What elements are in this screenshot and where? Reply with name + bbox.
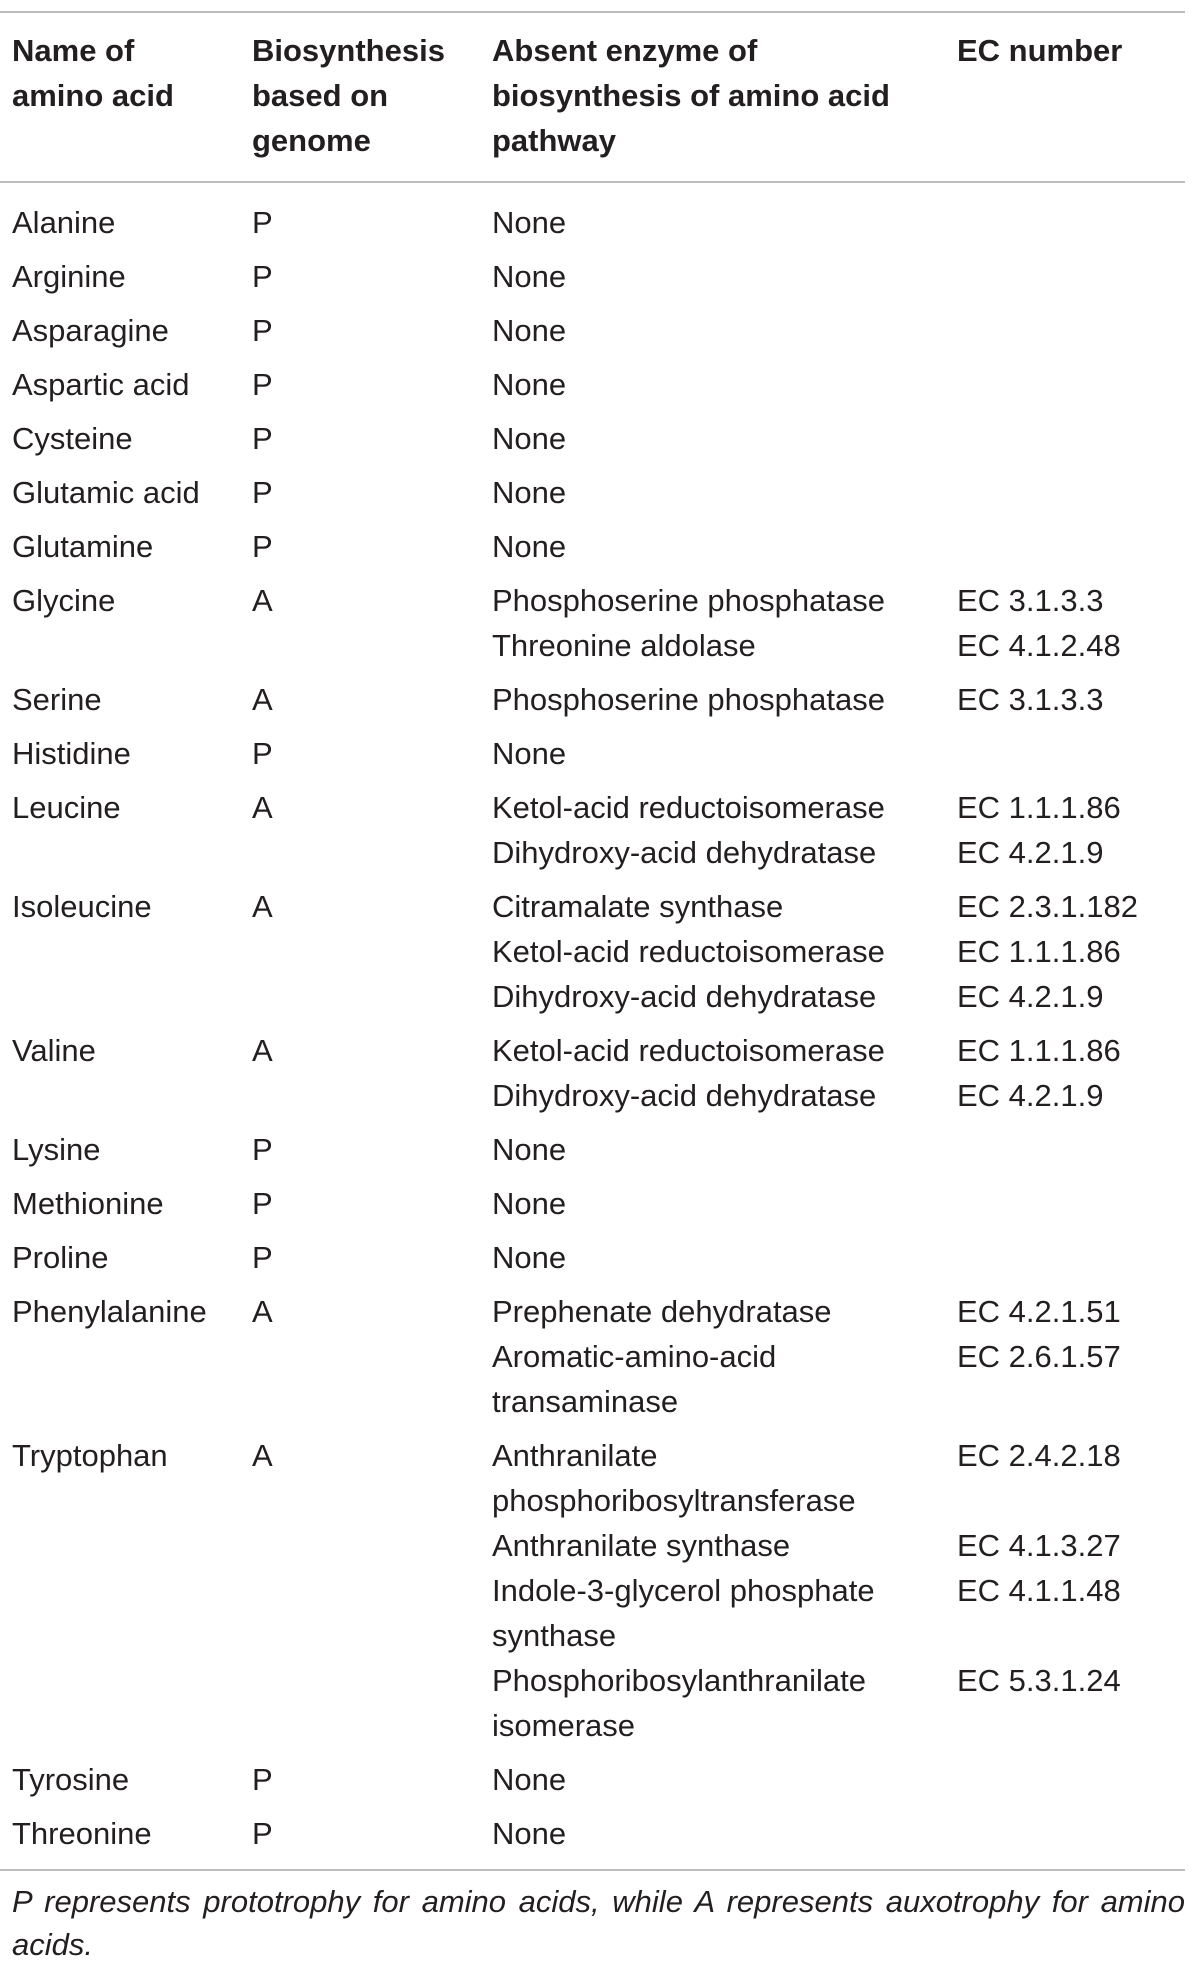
- enzyme-line: Phosphoserine phosphatase: [492, 682, 885, 717]
- cell-biosynthesis: A: [252, 790, 273, 825]
- cell-amino-acid: Valine: [12, 1033, 96, 1068]
- cell-amino-acid: Leucine: [12, 790, 121, 825]
- cell-biosynthesis: P: [252, 475, 273, 510]
- cell-absent-enzyme: [480, 470, 945, 524]
- cell-absent-enzyme: [480, 785, 945, 884]
- cell-amino-acid: Lysine: [12, 1132, 101, 1167]
- enzyme-line: Dihydroxy-acid dehydratase: [492, 979, 877, 1014]
- cell-amino-acid: Alanine: [12, 205, 116, 240]
- enzyme-line: None: [492, 1186, 567, 1221]
- header-biosynthesis: Biosynthesis based on genome: [252, 33, 445, 158]
- cell-ec-number: [945, 254, 1185, 308]
- cell-amino-acid: Phenylalanine: [12, 1294, 207, 1329]
- cell-absent-enzyme: [480, 362, 945, 416]
- enzyme-line: Phosphoserine phosphatase: [492, 583, 885, 618]
- cell-absent-enzyme: [480, 1811, 945, 1865]
- cell-biosynthesis: A: [252, 1438, 273, 1473]
- enzyme-line: Ketol-acid reductoisomerase: [492, 790, 885, 825]
- enzyme-line: Citramalate synthase: [492, 889, 784, 924]
- cell-biosynthesis: P: [252, 529, 273, 564]
- cell-ec-number: [945, 1811, 1185, 1865]
- cell-amino-acid: Glutamic acid: [12, 475, 200, 510]
- cell-absent-enzyme: [480, 677, 945, 731]
- ec-line: EC 1.1.1.86: [957, 934, 1121, 969]
- cell-absent-enzyme: [480, 884, 945, 1028]
- cell-biosynthesis: A: [252, 583, 273, 618]
- table-row: [0, 785, 1185, 884]
- ec-line: EC 2.6.1.57: [957, 1339, 1121, 1374]
- cell-biosynthesis: P: [252, 736, 273, 771]
- enzyme-line: Dihydroxy-acid dehydratase: [492, 835, 877, 870]
- table-row: [0, 1757, 1185, 1811]
- enzyme-line: Indole-3-glycerol phosphate: [492, 1573, 875, 1608]
- enzyme-line: None: [492, 313, 567, 348]
- cell-ec-number: [945, 731, 1185, 785]
- cell-ec-number: [945, 524, 1185, 578]
- cell-amino-acid: Aspartic acid: [12, 367, 190, 402]
- cell-absent-enzyme: [480, 731, 945, 785]
- enzyme-line: None: [492, 1240, 567, 1275]
- cell-absent-enzyme: [480, 1757, 945, 1811]
- enzyme-line: None: [492, 1762, 567, 1797]
- cell-amino-acid: Isoleucine: [12, 889, 152, 924]
- table-row: [0, 308, 1185, 362]
- cell-amino-acid: Cysteine: [12, 421, 133, 456]
- enzyme-line: transaminase: [492, 1384, 679, 1419]
- ec-line: EC 4.2.1.9: [957, 1078, 1104, 1113]
- enzyme-line: None: [492, 1132, 567, 1167]
- table-row: [0, 1127, 1185, 1181]
- table-row: [0, 254, 1185, 308]
- cell-amino-acid: Methionine: [12, 1186, 164, 1221]
- cell-ec-number: [945, 308, 1185, 362]
- enzyme-line: Ketol-acid reductoisomerase: [492, 934, 885, 969]
- table-header: [0, 28, 1185, 163]
- table-row: [0, 578, 1185, 677]
- ec-line: [957, 1478, 1185, 1523]
- header-absent-enzyme: Absent enzyme of biosynthesis of amino acid pathway: [492, 33, 890, 158]
- table-row: [0, 1028, 1185, 1127]
- cell-amino-acid: Glycine: [12, 583, 116, 618]
- cell-absent-enzyme: [480, 1235, 945, 1289]
- ec-line: EC 3.1.3.3: [957, 682, 1104, 717]
- cell-ec-number: [945, 1433, 1185, 1757]
- cell-amino-acid: Arginine: [12, 259, 126, 294]
- ec-line: [957, 1613, 1185, 1658]
- cell-ec-number: [945, 1181, 1185, 1235]
- cell-amino-acid: Serine: [12, 682, 102, 717]
- table-row: [0, 677, 1185, 731]
- ec-line: EC 4.1.1.48: [957, 1573, 1121, 1608]
- header-amino-acid: Name of amino acid: [12, 33, 174, 113]
- enzyme-line: Threonine aldolase: [492, 628, 756, 663]
- cell-amino-acid: Asparagine: [12, 313, 169, 348]
- enzyme-line: None: [492, 475, 567, 510]
- cell-ec-number: [945, 200, 1185, 254]
- cell-biosynthesis: P: [252, 205, 273, 240]
- enzyme-line: None: [492, 1816, 567, 1851]
- enzyme-line: Dihydroxy-acid dehydratase: [492, 1078, 877, 1113]
- header-row: [0, 28, 1185, 163]
- table-rows: [0, 200, 1185, 1865]
- enzyme-line: None: [492, 736, 567, 771]
- enzyme-line: None: [492, 421, 567, 456]
- cell-ec-number: [945, 1757, 1185, 1811]
- table-row: [0, 416, 1185, 470]
- cell-biosynthesis: P: [252, 1132, 273, 1167]
- cell-ec-number: [945, 1028, 1185, 1127]
- table-row: [0, 1289, 1185, 1433]
- cell-biosynthesis: P: [252, 1816, 273, 1851]
- enzyme-line: Anthranilate synthase: [492, 1528, 791, 1563]
- enzyme-line: Phosphoribosylanthranilate: [492, 1663, 866, 1698]
- enzyme-line: None: [492, 367, 567, 402]
- cell-absent-enzyme: [480, 1181, 945, 1235]
- enzyme-line: phosphoribosyltransferase: [492, 1483, 856, 1518]
- cell-biosynthesis: P: [252, 367, 273, 402]
- ec-line: [957, 1379, 1185, 1424]
- table-body: [0, 200, 1185, 1865]
- ec-line: EC 4.1.3.27: [957, 1528, 1121, 1563]
- header-ec-number: EC number: [957, 33, 1123, 68]
- bottom-rule: [0, 1869, 1185, 1871]
- cell-absent-enzyme: [480, 416, 945, 470]
- cell-absent-enzyme: [480, 578, 945, 677]
- cell-ec-number: [945, 578, 1185, 677]
- cell-absent-enzyme: [480, 1289, 945, 1433]
- table-row: [0, 884, 1185, 1028]
- cell-absent-enzyme: [480, 1028, 945, 1127]
- ec-line: EC 4.2.1.51: [957, 1294, 1121, 1329]
- cell-amino-acid: Glutamine: [12, 529, 154, 564]
- ec-line: EC 1.1.1.86: [957, 790, 1121, 825]
- cell-amino-acid: Tryptophan: [12, 1438, 168, 1473]
- enzyme-line: Ketol-acid reductoisomerase: [492, 1033, 885, 1068]
- table-row: [0, 524, 1185, 578]
- cell-ec-number: [945, 362, 1185, 416]
- cell-amino-acid: Tyrosine: [12, 1762, 130, 1797]
- cell-absent-enzyme: [480, 524, 945, 578]
- cell-biosynthesis: P: [252, 1186, 273, 1221]
- ec-line: EC 4.2.1.9: [957, 979, 1104, 1014]
- cell-biosynthesis: P: [252, 313, 273, 348]
- enzyme-line: Aromatic-amino-acid: [492, 1339, 777, 1374]
- cell-ec-number: [945, 1235, 1185, 1289]
- table-row: [0, 1181, 1185, 1235]
- cell-biosynthesis: A: [252, 682, 273, 717]
- ec-line: EC 5.3.1.24: [957, 1663, 1121, 1698]
- table-row: [0, 731, 1185, 785]
- cell-biosynthesis: P: [252, 1762, 273, 1797]
- cell-ec-number: [945, 785, 1185, 884]
- table-row: [0, 470, 1185, 524]
- cell-absent-enzyme: [480, 1433, 945, 1757]
- ec-line: EC 2.3.1.182: [957, 889, 1138, 924]
- cell-ec-number: [945, 416, 1185, 470]
- cell-ec-number: [945, 677, 1185, 731]
- cell-biosynthesis: A: [252, 1033, 273, 1068]
- cell-ec-number: [945, 884, 1185, 1028]
- table-row: [0, 362, 1185, 416]
- ec-line: EC 3.1.3.3: [957, 583, 1104, 618]
- enzyme-line: Anthranilate: [492, 1438, 658, 1473]
- cell-ec-number: [945, 470, 1185, 524]
- table-row: [0, 1433, 1185, 1757]
- cell-biosynthesis: P: [252, 259, 273, 294]
- cell-amino-acid: Histidine: [12, 736, 131, 771]
- cell-biosynthesis: P: [252, 1240, 273, 1275]
- cell-absent-enzyme: [480, 254, 945, 308]
- enzyme-line: synthase: [492, 1618, 617, 1653]
- ec-line: [957, 1703, 1185, 1748]
- enzyme-line: None: [492, 205, 567, 240]
- cell-absent-enzyme: [480, 308, 945, 362]
- table-row: [0, 1235, 1185, 1289]
- enzyme-line: Prephenate dehydratase: [492, 1294, 832, 1329]
- enzyme-line: None: [492, 529, 567, 564]
- ec-line: EC 4.2.1.9: [957, 835, 1104, 870]
- cell-biosynthesis: A: [252, 889, 273, 924]
- ec-line: EC 2.4.2.18: [957, 1438, 1121, 1473]
- enzyme-line: None: [492, 259, 567, 294]
- ec-line: EC 4.1.2.48: [957, 628, 1121, 663]
- table-row: [0, 200, 1185, 254]
- ec-line: EC 1.1.1.86: [957, 1033, 1121, 1068]
- top-rule: [0, 11, 1185, 13]
- table-footnote: P represents prototrophy for amino acids, while A represents auxotrophy for amino acids.: [12, 1884, 1185, 1962]
- cell-amino-acid: Threonine: [12, 1816, 152, 1851]
- table-row: [0, 1811, 1185, 1865]
- cell-ec-number: [945, 1289, 1185, 1433]
- cell-ec-number: [945, 1127, 1185, 1181]
- cell-absent-enzyme: [480, 200, 945, 254]
- cell-amino-acid: Proline: [12, 1240, 109, 1275]
- header-rule: [0, 181, 1185, 183]
- cell-biosynthesis: A: [252, 1294, 273, 1329]
- enzyme-line: isomerase: [492, 1708, 635, 1743]
- cell-absent-enzyme: [480, 1127, 945, 1181]
- cell-biosynthesis: P: [252, 421, 273, 456]
